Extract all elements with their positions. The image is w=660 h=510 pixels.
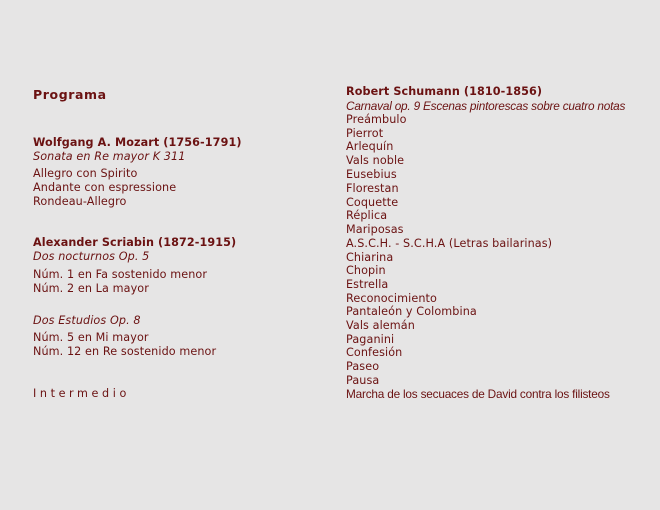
etude-item: Núm. 5 en Mi mayor (33, 331, 149, 344)
carnaval-item: Pausa (346, 374, 380, 387)
carnaval-item: Mariposas (346, 223, 404, 236)
scriabin-work-nocturnes: Dos nocturnos Op. 5 (33, 250, 150, 263)
carnaval-finale: Marcha de los secuaces de David contra los filisteos (346, 387, 610, 401)
carnaval-item: Chopin (346, 264, 386, 277)
carnaval-item: Chiarina (346, 251, 394, 264)
mozart-movement: Rondeau-Allegro (33, 195, 127, 208)
carnaval-item: Coquette (346, 196, 399, 209)
schumann-work: Carnaval op. 9 Escenas pintorescas sobre cuatro notas (346, 99, 626, 113)
carnaval-item: Paganini (346, 333, 395, 346)
carnaval-item: Paseo (346, 360, 380, 373)
carnaval-item: Florestan (346, 182, 399, 195)
nocturne-item: Núm. 2 en La mayor (33, 282, 149, 295)
carnaval-item: Eusebius (346, 168, 397, 181)
mozart-composer: Wolfgang A. Mozart (1756-1791) (33, 136, 242, 149)
carnaval-item: Vals alemán (346, 319, 415, 332)
carnaval-item: Arlequín (346, 140, 394, 153)
carnaval-item: A.S.C.H. - S.C.H.A (Letras bailarinas) (346, 237, 553, 250)
carnaval-item: Pierrot (346, 127, 384, 140)
mozart-movement: Andante con espressione (33, 181, 177, 194)
carnaval-item: Reconocimiento (346, 292, 437, 305)
schumann-composer: Robert Schumann (1810-1856) (346, 85, 543, 98)
carnaval-item: Vals noble (346, 154, 405, 167)
mozart-work: Sonata en Re mayor K 311 (33, 150, 186, 163)
carnaval-item: Estrella (346, 278, 389, 291)
carnaval-item: Pantaleón y Colombina (346, 305, 477, 318)
carnaval-item: Réplica (346, 209, 388, 222)
program-heading: Programa (33, 87, 107, 102)
etude-item: Núm. 12 en Re sostenido menor (33, 345, 217, 358)
carnaval-item: Confesión (346, 346, 403, 359)
scriabin-composer: Alexander Scriabin (1872-1915) (33, 236, 237, 249)
nocturne-item: Núm. 1 en Fa sostenido menor (33, 268, 208, 281)
scriabin-work-etudes: Dos Estudios Op. 8 (33, 314, 141, 327)
carnaval-item: Preámbulo (346, 113, 407, 126)
mozart-movement: Allegro con Spirito (33, 167, 138, 180)
intermission-label: Intermedio (33, 387, 130, 400)
